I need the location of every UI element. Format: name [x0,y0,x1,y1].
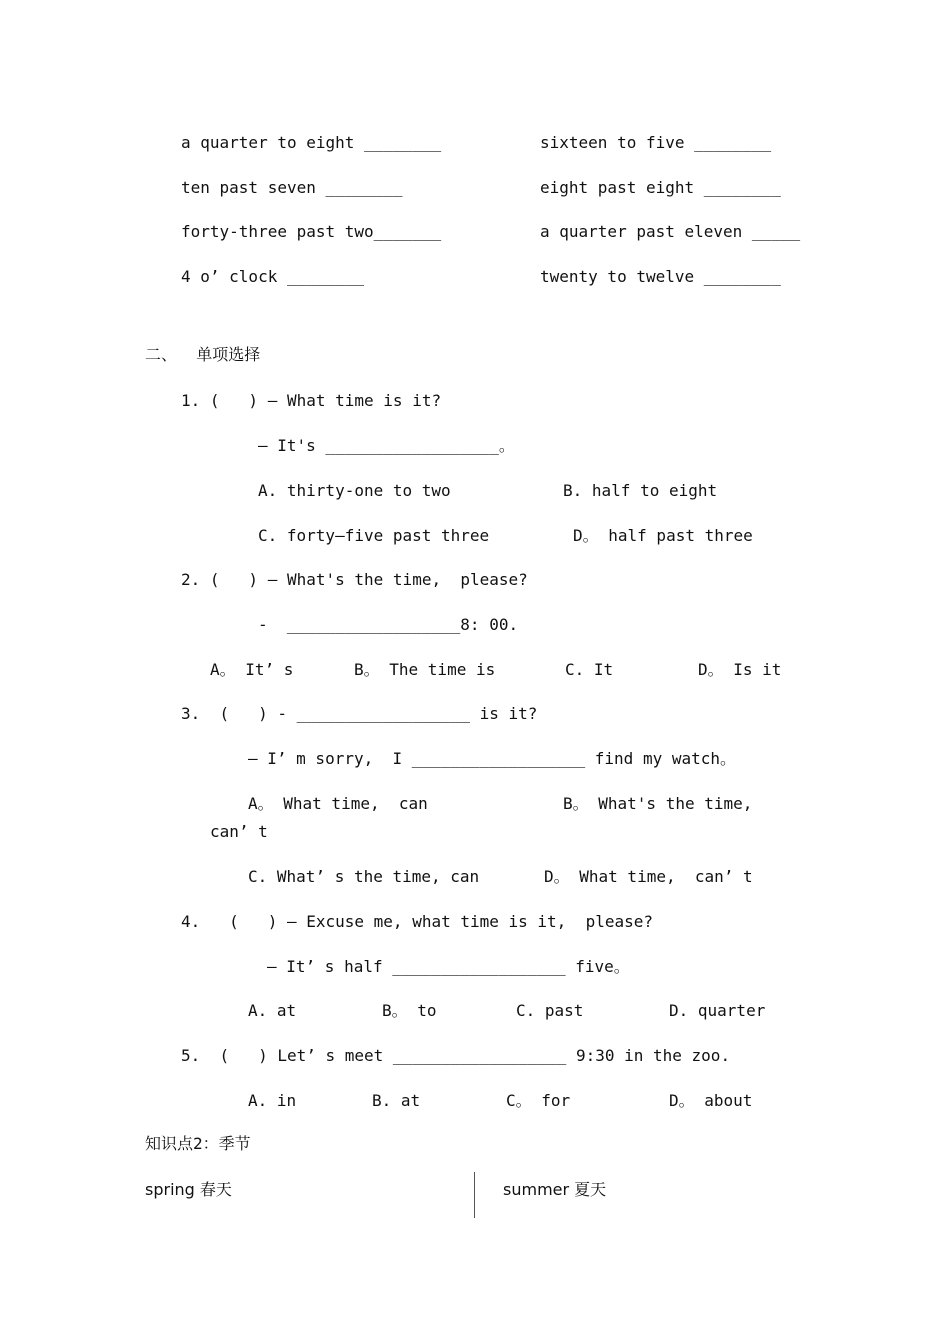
q5-option-d: D。 about [669,1091,753,1110]
q5-option-c: C。 for [506,1091,571,1110]
q4-answer-line: — It’ s half __________________ five。 [267,957,630,976]
q4-option-d: D. quarter [669,1001,766,1020]
q1-option-d: D。 half past three [573,526,753,545]
q2-stem: 2. ( ) — What's the time, please? [181,570,528,589]
q2-option-c: C. It [565,660,614,679]
q1-option-c: C. forty—five past three [258,526,490,545]
q5-option-b: B. at [372,1091,421,1110]
time-phrase-2-left: ten past seven ________ [181,178,403,197]
q2-option-b: B。 The time is [354,660,496,679]
time-phrase-2-right: eight past eight ________ [540,178,781,197]
time-phrase-1-right: sixteen to five ________ [540,133,772,152]
q3-option-b-continued: can’ t [210,822,268,841]
q2-option-d: D。 Is it [698,660,782,679]
q3-option-c: C. What’ s the time, can [248,867,480,886]
q2-answer-line: - __________________8: 00. [258,615,519,634]
q5-stem: 5. ( ) Let’ s meet __________________ 9:30 in the zoo. [181,1046,731,1065]
q3-option-a: A。 What time, can [248,794,428,813]
time-phrase-1-left: a quarter to eight ________ [181,133,442,152]
q1-answer-line: — It's __________________。 [258,436,515,455]
season-spring: spring 春天 [145,1180,232,1199]
q1-option-a: A. thirty-one to two [258,481,451,500]
table-column-divider [474,1172,475,1218]
season-summer: summer 夏天 [503,1180,607,1199]
q3-option-b: B。 What's the time, [563,794,753,813]
section2-title: 二、 单项选择 [145,345,261,364]
q4-stem: 4. ( ) — Excuse me, what time is it, please? [181,912,654,931]
time-phrase-4-left: 4 o’ clock ________ [181,267,365,286]
q2-option-a: A。 It’ s [210,660,294,679]
q3-option-d: D。 What time, can’ t [544,867,753,886]
q1-option-b: B. half to eight [563,481,718,500]
time-phrase-4-right: twenty to twelve ________ [540,267,781,286]
q3-stem: 3. ( ) - __________________ is it? [181,704,538,723]
knowledge-point-2-title: 知识点2：季节 [145,1134,251,1153]
time-phrase-3-right: a quarter past eleven _____ [540,222,801,241]
q5-option-a: A. in [248,1091,297,1110]
time-phrase-3-left: forty-three past two_______ [181,222,442,241]
q1-stem: 1. ( ) — What time is it? [181,391,442,410]
q3-answer-line: — I’ m sorry, I __________________ find my watch。 [248,749,737,768]
q4-option-c: C. past [516,1001,584,1020]
q4-option-b: B。 to [382,1001,437,1020]
q4-option-a: A. at [248,1001,297,1020]
